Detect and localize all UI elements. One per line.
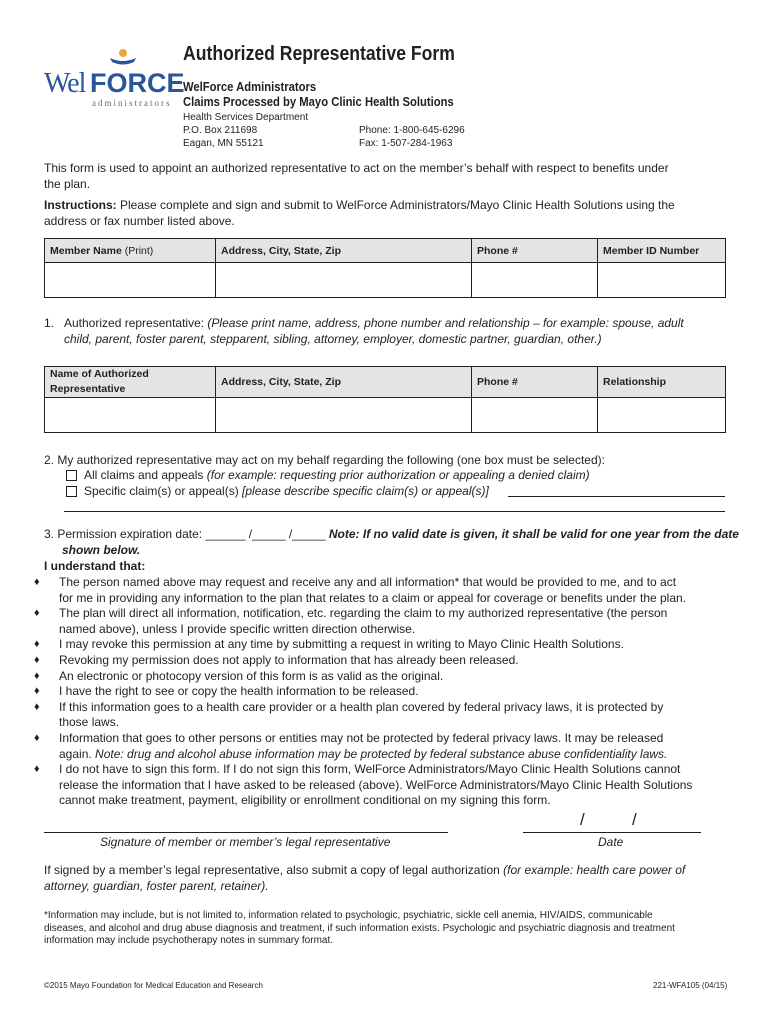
copyright: ©2015 Mayo Foundation for Medical Education and Research [44, 981, 263, 990]
po-box: P.O. Box 211698 [183, 125, 258, 136]
understand-item-8-line-2: cannot make treatment, payment, eligibility or enrollment conditional on my signing this form. [59, 793, 551, 808]
understand-item-7-line-0: Information that goes to other persons or entities may not be protected by federal privacy laws. It may be released [59, 731, 664, 745]
understand-item-0-line-1: for me in providing any information to the plan that relates to a claim or appeal for coverage or benefits under the plan. [59, 590, 687, 605]
department: Health Services Department [183, 112, 309, 123]
form-title: Authorized Representative Form [183, 43, 455, 65]
understand-item-6-line-0: If this information goes to a health care provider or a health plan covered by federal privacy laws, it is protected by [59, 699, 664, 714]
understand-item-1-line-0: The plan will direct all information, notification, etc. regarding the claim to my authorized representative (the person [59, 606, 668, 621]
section-1-number: 1. [44, 316, 55, 330]
understand-item-8-line-0: I do not have to sign this form. If I do not sign this form, WelForce Administrators/Mayo Clinic Health Solutions cannot [59, 762, 681, 777]
understand-item-5-line-0: I have the right to see or copy the health information to be released. [59, 684, 419, 699]
understand-heading: I understand that: [44, 559, 146, 573]
section-2-text: 2. My authorized representative may act on my behalf regarding the following (one box must be selected): [44, 453, 605, 467]
member-address-header: Address, City, State, Zip [216, 239, 472, 263]
bullet-diamond-icon: ♦ [34, 576, 40, 588]
date-label: Date [598, 835, 624, 849]
date-line[interactable] [523, 832, 701, 833]
understand-item-4-line-0: An electronic or photocopy version of this form is as valid as the original. [59, 668, 444, 683]
bullet-diamond-icon: ♦ [34, 638, 40, 651]
bullet-diamond-icon: ♦ [34, 669, 40, 682]
bullet-diamond-icon: ♦ [34, 685, 40, 698]
signature-line[interactable] [44, 832, 448, 833]
bullet-diamond-icon: ♦ [34, 732, 40, 744]
intro-line-1: This form is used to appoint an authorized representative to act on the member’s behalf with respect to benefits under [44, 161, 669, 175]
phone-number: Phone: 1-800-645-6296 [359, 125, 465, 136]
form-code: 221-WFA105 (04/15) [653, 981, 728, 990]
section-3-note-end: shown below. [62, 543, 141, 557]
instructions [44, 197, 675, 213]
instructions-text: Please complete and sign and submit to WelForce Administrators/Mayo Clinic Health Solutions using the [116, 198, 675, 212]
instructions-label: Instructions: [44, 198, 117, 212]
member-phone-field[interactable] [472, 263, 598, 298]
rep-name-header: Name of Authorized Representative [45, 367, 216, 398]
understand-item-0-line-0: The person named above may request and receive any and all information* that would be provided to me, and to act [59, 575, 677, 589]
bullet-diamond-icon: ♦ [34, 700, 40, 713]
specific-claims-checkbox[interactable] [66, 486, 77, 497]
rep-relationship-header: Relationship [598, 367, 726, 398]
intro-line-2: the plan. [44, 177, 91, 191]
all-claims-checkbox[interactable] [66, 470, 77, 481]
member-id-header: Member ID Number [598, 239, 726, 263]
understand-item-3-line-0: Revoking my permission does not apply to information that has already been released. [59, 653, 519, 667]
city-state-zip: Eagan, MN 55121 [183, 138, 264, 149]
signature-label: Signature of member or member’s legal representative [100, 835, 391, 849]
specific-claims-label: Specific claim(s) or appeal(s) [please describe specific claim(s) or appeal(s)] [84, 484, 489, 498]
footnote-line-2: diseases, and alcohol and drug abuse diagnosis and treatment, if such information exists. Psychologic and psychiatric diagnosis and treatment [44, 922, 675, 934]
org-name: WelForce Administrators [183, 80, 317, 94]
section-1-text: Authorized representative: (Please print name, address, phone number and relationship – for example: spouse, adult [64, 316, 684, 330]
rep-name-field[interactable] [45, 398, 216, 433]
org-subtitle: Claims Processed by Mayo Clinic Health Solutions [183, 95, 454, 109]
member-address-field[interactable] [216, 263, 472, 298]
footnote-line-1: *Information may include, but is not limited to, information related to psychologic, psychiatric, sickle cell anemia, HIV/AIDS, communicable [44, 910, 653, 921]
bullet-diamond-icon: ♦ [34, 763, 40, 776]
logo-force-text: FORCE [90, 68, 185, 98]
person-logo-icon [108, 48, 138, 70]
member-id-field[interactable] [598, 263, 726, 298]
specific-claims-line-2[interactable] [64, 511, 725, 512]
rep-phone-field[interactable] [472, 398, 598, 433]
rep-address-field[interactable] [216, 398, 472, 433]
welforce-logo [44, 48, 185, 108]
rep-phone-header: Phone # [472, 367, 598, 398]
instructions-line-2: address or fax number listed above. [44, 214, 235, 228]
understand-item-8-line-1: release the information that I have asked to be released (above). WelForce Administrators/Mayo Clinic Health Solutions [59, 777, 693, 792]
date-slashes: / / [580, 810, 637, 829]
understand-item-6-line-1: those laws. [59, 715, 120, 730]
member-name-header: Member Name (Print) [45, 239, 216, 263]
member-phone-header: Phone # [472, 239, 598, 263]
confidentiality-note: Note: drug and alcohol abuse information may be protected by federal substance abuse confidentiality laws. [91, 746, 668, 761]
section-3-text: 3. Permission expiration date: ______ /_____ /_____ Note: If no valid date is given, it shall be valid for one year from the date [44, 527, 739, 541]
rep-address-header: Address, City, State, Zip [216, 367, 472, 398]
fax-number: Fax: 1-507-284-1963 [359, 138, 453, 149]
specific-claims-line[interactable] [508, 496, 725, 497]
understand-item-1-line-1: named above), unless I provide specific written direction otherwise. [59, 621, 416, 636]
bullet-diamond-icon: ♦ [34, 654, 40, 666]
member-table [44, 238, 726, 298]
understand-item-7-line-1: again. Note: drug and alcohol abuse information may be protected by federal substance abuse confidentiality laws. [59, 746, 668, 761]
rep-relationship-field[interactable] [598, 398, 726, 433]
bullet-diamond-icon: ♦ [34, 607, 40, 620]
logo-sub-text: administrators [92, 98, 172, 108]
footnote-line-3: information may include psychotherapy notes in summary format. [44, 935, 334, 946]
legal-auth-examples: attorney, guardian, foster parent, retainer). [44, 879, 269, 893]
all-claims-label: All claims and appeals (for example: requesting prior authorization or appealing a denied claim) [84, 468, 590, 482]
member-name-field[interactable] [45, 263, 216, 298]
logo-wel-text: Wel [44, 68, 86, 99]
legal-auth-text: If signed by a member’s legal representative, also submit a copy of legal authorization (for example: health care power of [44, 863, 686, 877]
representative-table [44, 366, 726, 433]
understand-item-2-line-0: I may revoke this permission at any time by submitting a request in writing to Mayo Clinic Health Solutions. [59, 637, 624, 652]
section-1-examples: child, parent, foster parent, stepparent, sibling, attorney, employer, domestic partner, guardian, other.) [64, 332, 602, 346]
footnote [44, 910, 675, 948]
